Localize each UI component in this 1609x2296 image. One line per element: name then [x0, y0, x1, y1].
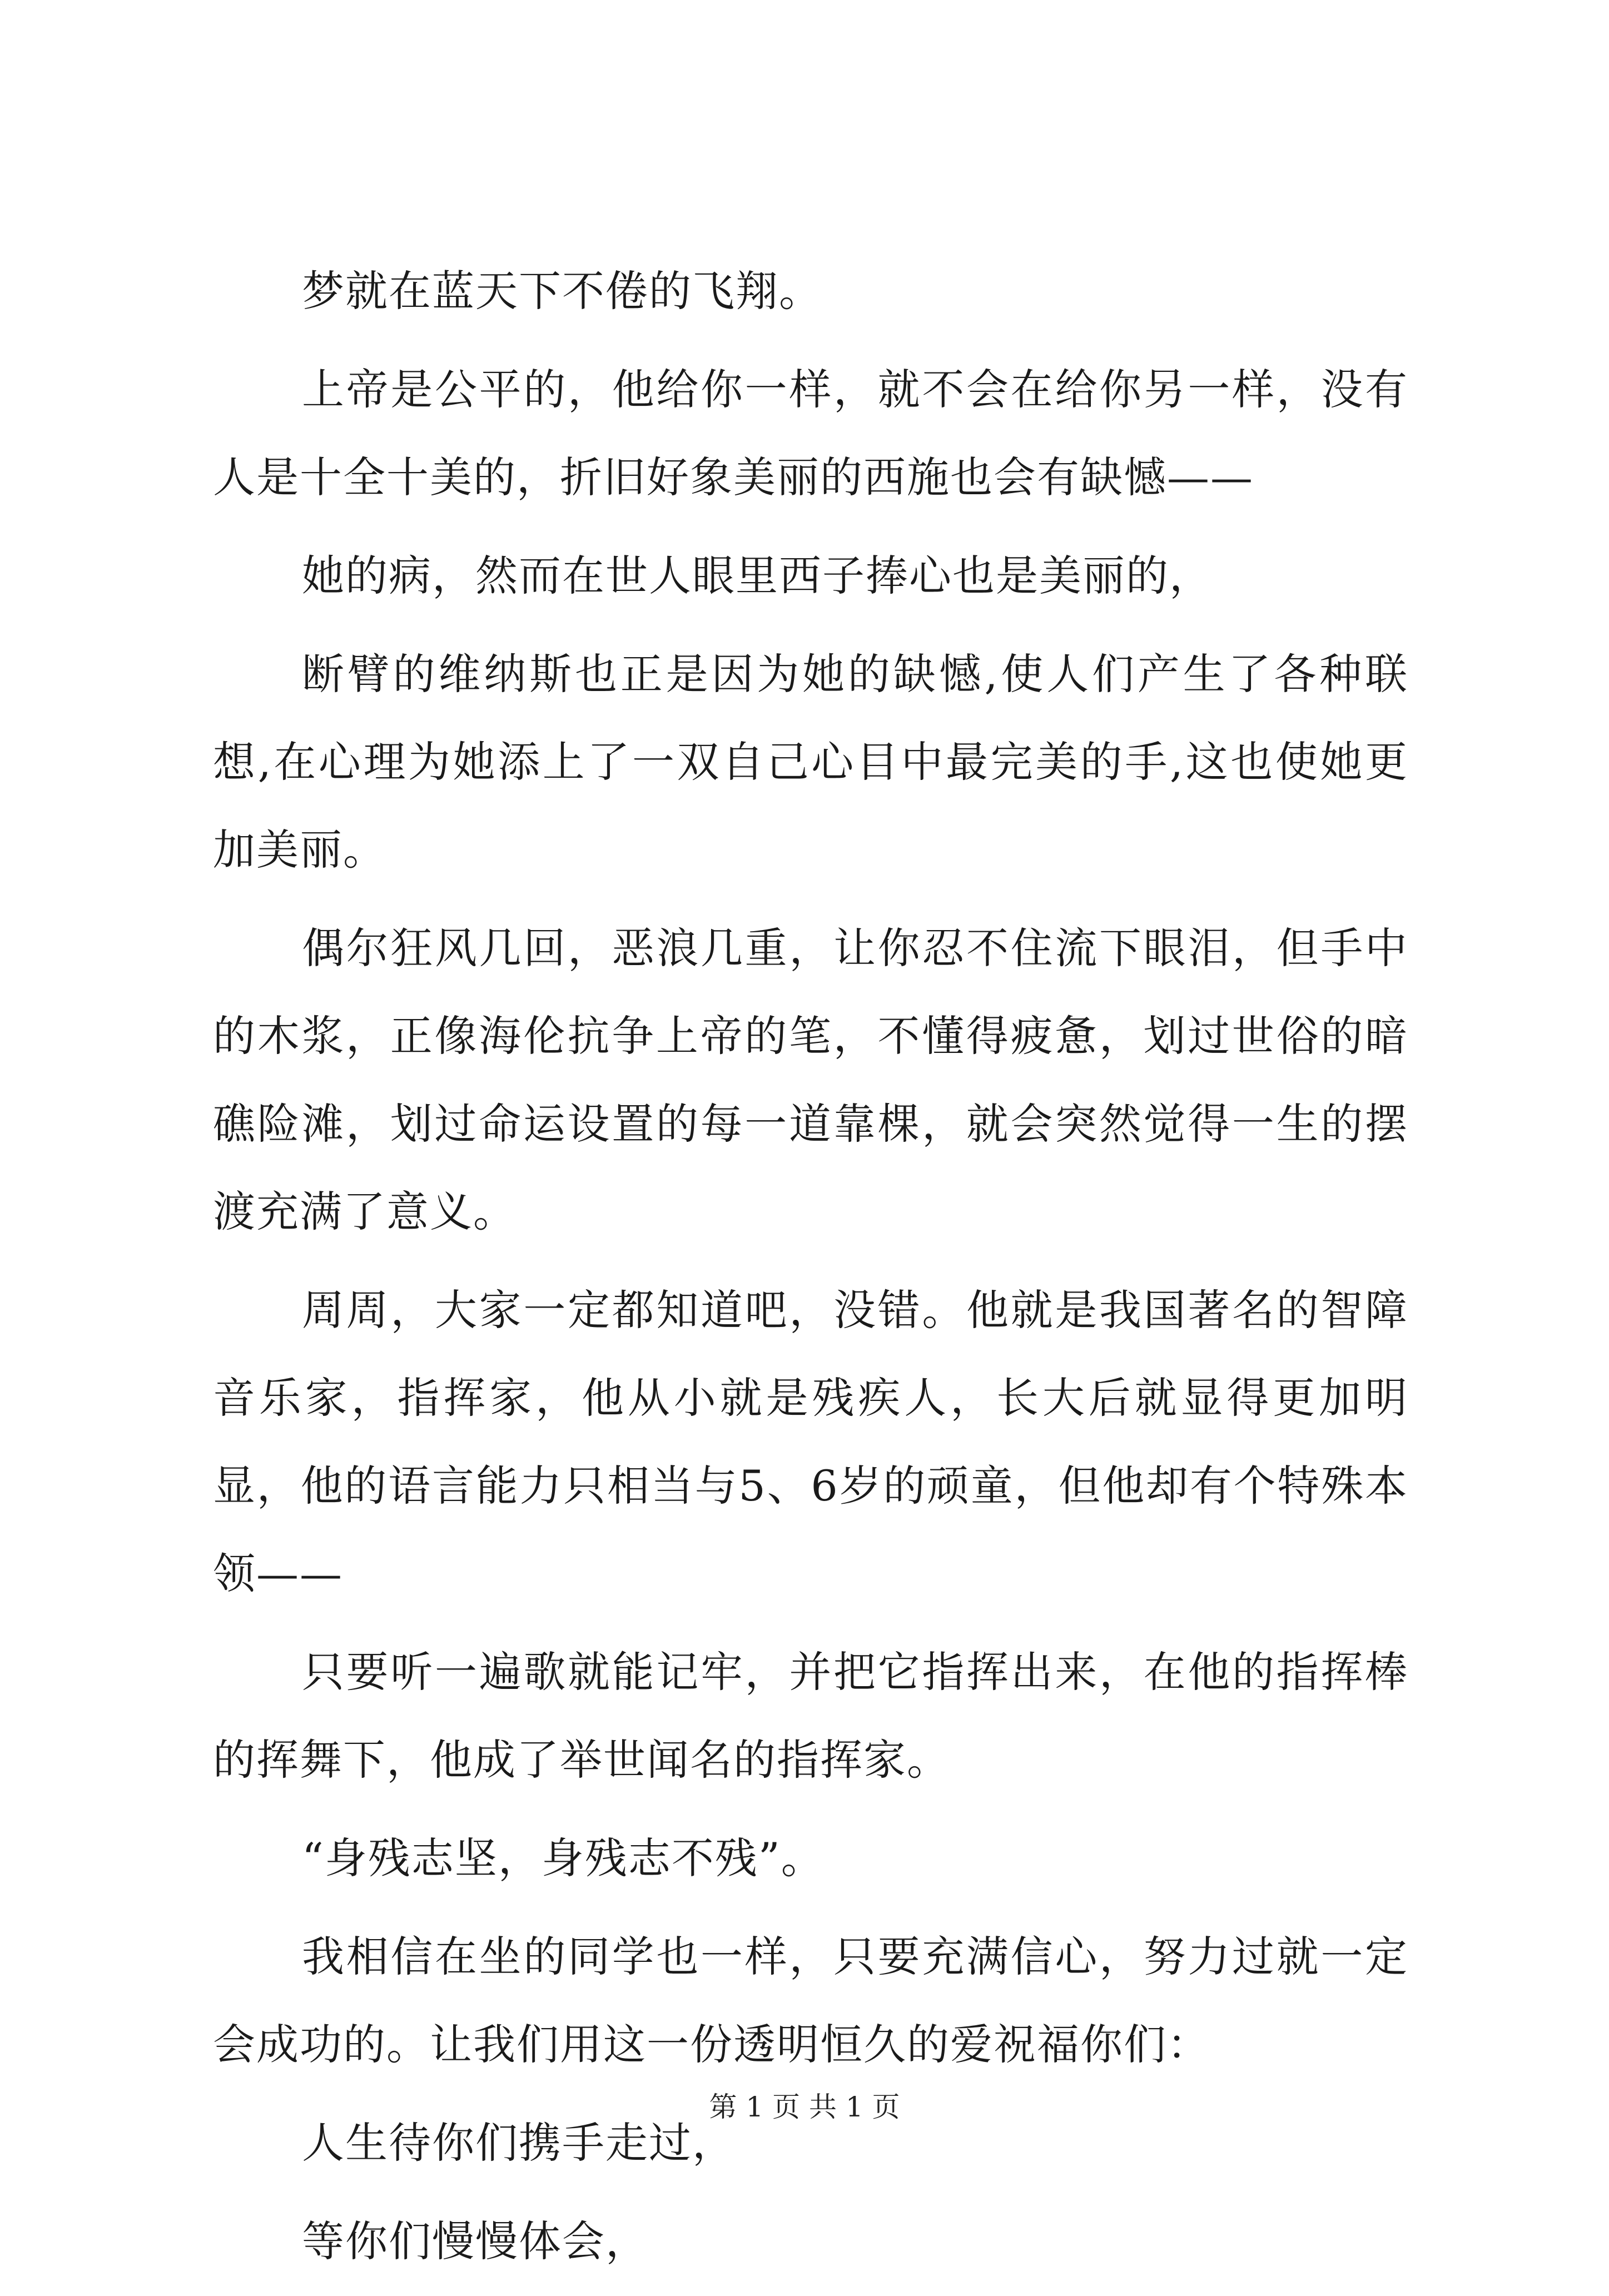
- paragraph: 周周，大家一定都知道吧，没错。他就是我国著名的智障音乐家，指挥家，他从小就是残疾人，长大后就显得更加明显，他的语言能力只相当与5、6岁的顽童，但他却有个特殊本领——: [213, 1285, 1408, 1598]
- document-body: [213, 247, 1408, 2296]
- paragraph: 只要听一遍歌就能记牢，并把它指挥出来，在他的指挥棒的挥舞下，他成了举世闻名的指挥家。: [213, 1647, 1408, 1785]
- paragraph: 偶尔狂风几回，恶浪几重，让你忍不住流下眼泪，但手中的木浆，正像海伦抗争上帝的笔，不懂得疲惫，划过世俗的暗礁险滩，划过命运设置的每一道靠棵，就会突然觉得一生的摆渡充满了意义。: [213, 923, 1408, 1236]
- paragraph: 梦就在蓝天下不倦的飞翔。: [302, 266, 822, 316]
- paragraph: 我相信在坐的同学也一样，只要充满信心，努力过就一定会成功的。让我们用这一份透明恒久的爱祝福你们：: [213, 1932, 1408, 2069]
- paragraph: 等你们慢慢体会，: [302, 2217, 649, 2266]
- paragraph: 断臂的维纳斯也正是因为她的缺憾,使人们产生了各种联想,在心理为她添上了一双自己心目中最完美的手,这也使她更加美丽。: [213, 649, 1408, 874]
- page-footer: 第 1 页 共 1 页: [709, 2091, 900, 2123]
- paragraph: 上帝是公平的，他给你一样，就不会在给你另一样，没有人是十全十美的，折旧好象美丽的西施也会有缺憾——: [213, 365, 1408, 502]
- paragraph: “身残志坚，身残志不残”。: [302, 1833, 825, 1883]
- paragraph: 她的病，然而在世人眼里西子捧心也是美丽的，: [302, 551, 1213, 600]
- paragraph: 人生待你们携手走过，: [302, 2118, 736, 2168]
